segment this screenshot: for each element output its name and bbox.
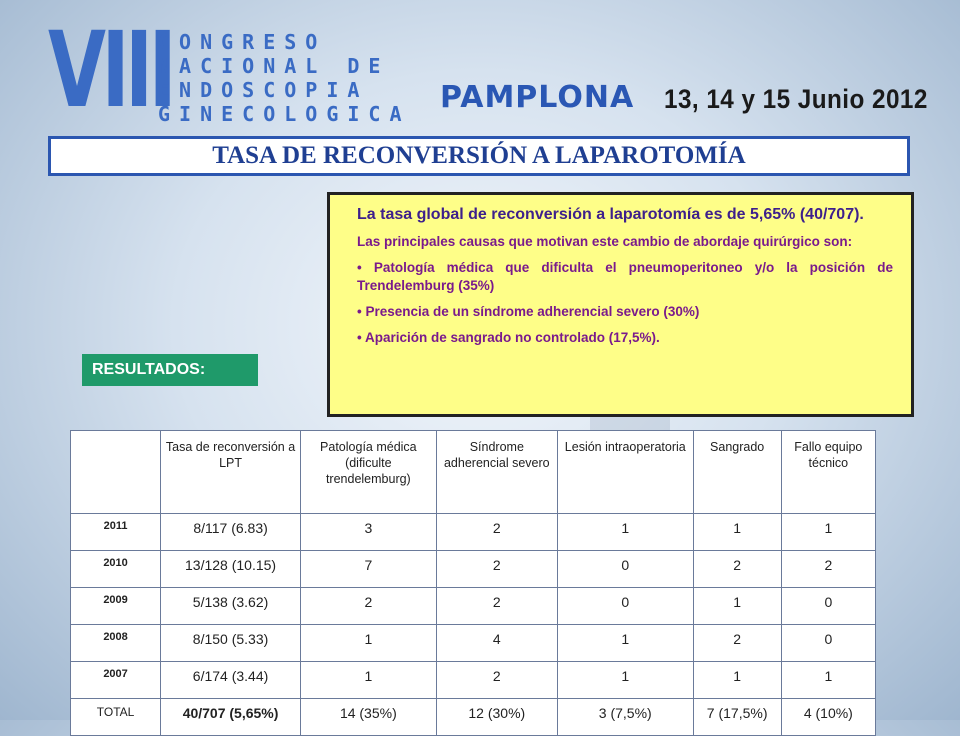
total-cell: 12 (30%) bbox=[436, 699, 557, 736]
congress-line-4: GINECOLOGICA bbox=[158, 102, 411, 126]
table-cell: 1 bbox=[781, 514, 875, 551]
table-cell: 1 bbox=[693, 588, 781, 625]
table-row bbox=[71, 662, 876, 699]
header-cell bbox=[71, 431, 161, 514]
table-row bbox=[71, 514, 876, 551]
year-cell: 2009 bbox=[71, 588, 161, 625]
table-cell: 8/150 (5.33) bbox=[161, 625, 301, 662]
header-cell: Patología médica (dificulte trendelemburg) bbox=[300, 431, 436, 514]
table-row bbox=[71, 625, 876, 662]
table-cell: 2 bbox=[436, 514, 557, 551]
table-cell: 13/128 (10.15) bbox=[161, 551, 301, 588]
table-header-row bbox=[71, 431, 876, 514]
table-cell: 1 bbox=[781, 662, 875, 699]
table-cell: 2 bbox=[436, 551, 557, 588]
table-cell: 8/117 (6.83) bbox=[161, 514, 301, 551]
table-cell: 1 bbox=[557, 662, 693, 699]
table-total-row bbox=[71, 699, 876, 736]
table-cell: 1 bbox=[557, 625, 693, 662]
year-cell: 2007 bbox=[71, 662, 161, 699]
table-cell: 2 bbox=[300, 588, 436, 625]
causes-intro: Las principales causas que motivan este cambio de abordaje quirúrgico son: bbox=[357, 234, 853, 249]
table-cell: 5/138 (3.62) bbox=[161, 588, 301, 625]
table-cell: 2 bbox=[693, 551, 781, 588]
table-cell: 0 bbox=[781, 625, 875, 662]
table-cell: 2 bbox=[436, 662, 557, 699]
table-cell: 1 bbox=[557, 514, 693, 551]
congress-line-2: NACIONAL DE bbox=[158, 54, 390, 78]
total-cell: 40/707 (5,65%) bbox=[161, 699, 301, 736]
summary-box bbox=[327, 192, 914, 417]
table-cell: 2 bbox=[436, 588, 557, 625]
cause-bullet-3: • Aparición de sangrado no controlado (17,5%). bbox=[357, 330, 660, 345]
year-cell: 2011 bbox=[71, 514, 161, 551]
header-cell: Lesión intraoperatoria bbox=[557, 431, 693, 514]
table-cell: 1 bbox=[693, 514, 781, 551]
table-row bbox=[71, 588, 876, 625]
table-cell: 6/174 (3.44) bbox=[161, 662, 301, 699]
slide-title: TASA DE RECONVERSIÓN A LAPAROTOMÍA bbox=[48, 136, 910, 176]
year-cell: 2008 bbox=[71, 625, 161, 662]
table-cell: 2 bbox=[781, 551, 875, 588]
table-cell: 1 bbox=[693, 662, 781, 699]
cause-bullet-1: • Patología médica que dificulta el pneumoperitoneo y/o la posición de Trendelemburg (35%) bbox=[357, 260, 893, 293]
table-cell: 0 bbox=[557, 551, 693, 588]
total-cell: 3 (7,5%) bbox=[557, 699, 693, 736]
congress-dates: 13, 14 y 15 Junio 2012 bbox=[664, 84, 928, 114]
table-row bbox=[71, 551, 876, 588]
city-name: PAMPLONA bbox=[440, 80, 635, 115]
total-cell: 14 (35%) bbox=[300, 699, 436, 736]
table-cell: 3 bbox=[300, 514, 436, 551]
results-table bbox=[70, 430, 876, 736]
congress-line-3: ENDOSCOPIA bbox=[158, 78, 369, 102]
results-label: RESULTADOS: bbox=[82, 354, 258, 386]
table-cell: 0 bbox=[557, 588, 693, 625]
header-cell: Fallo equipo técnico bbox=[781, 431, 875, 514]
header-cell: Tasa de reconversión a LPT bbox=[161, 431, 301, 514]
congress-numeral-logo: VIII bbox=[48, 9, 173, 131]
year-cell: 2010 bbox=[71, 551, 161, 588]
header-cell: Síndrome adherencial severo bbox=[436, 431, 557, 514]
cause-bullet-2: • Presencia de un síndrome adherencial severo (30%) bbox=[357, 304, 700, 319]
total-cell: 7 (17,5%) bbox=[693, 699, 781, 736]
summary-text: La tasa global de reconversión a laparotomía es de 5,65% (40/707). bbox=[357, 206, 864, 223]
table-cell: 1 bbox=[300, 625, 436, 662]
table-cell: 2 bbox=[693, 625, 781, 662]
congress-line-1: CONGRESO bbox=[158, 30, 327, 54]
table-cell: 0 bbox=[781, 588, 875, 625]
total-label-cell: TOTAL bbox=[71, 699, 161, 736]
total-cell: 4 (10%) bbox=[781, 699, 875, 736]
header-cell: Sangrado bbox=[693, 431, 781, 514]
table-cell: 7 bbox=[300, 551, 436, 588]
table-cell: 4 bbox=[436, 625, 557, 662]
table-cell: 1 bbox=[300, 662, 436, 699]
